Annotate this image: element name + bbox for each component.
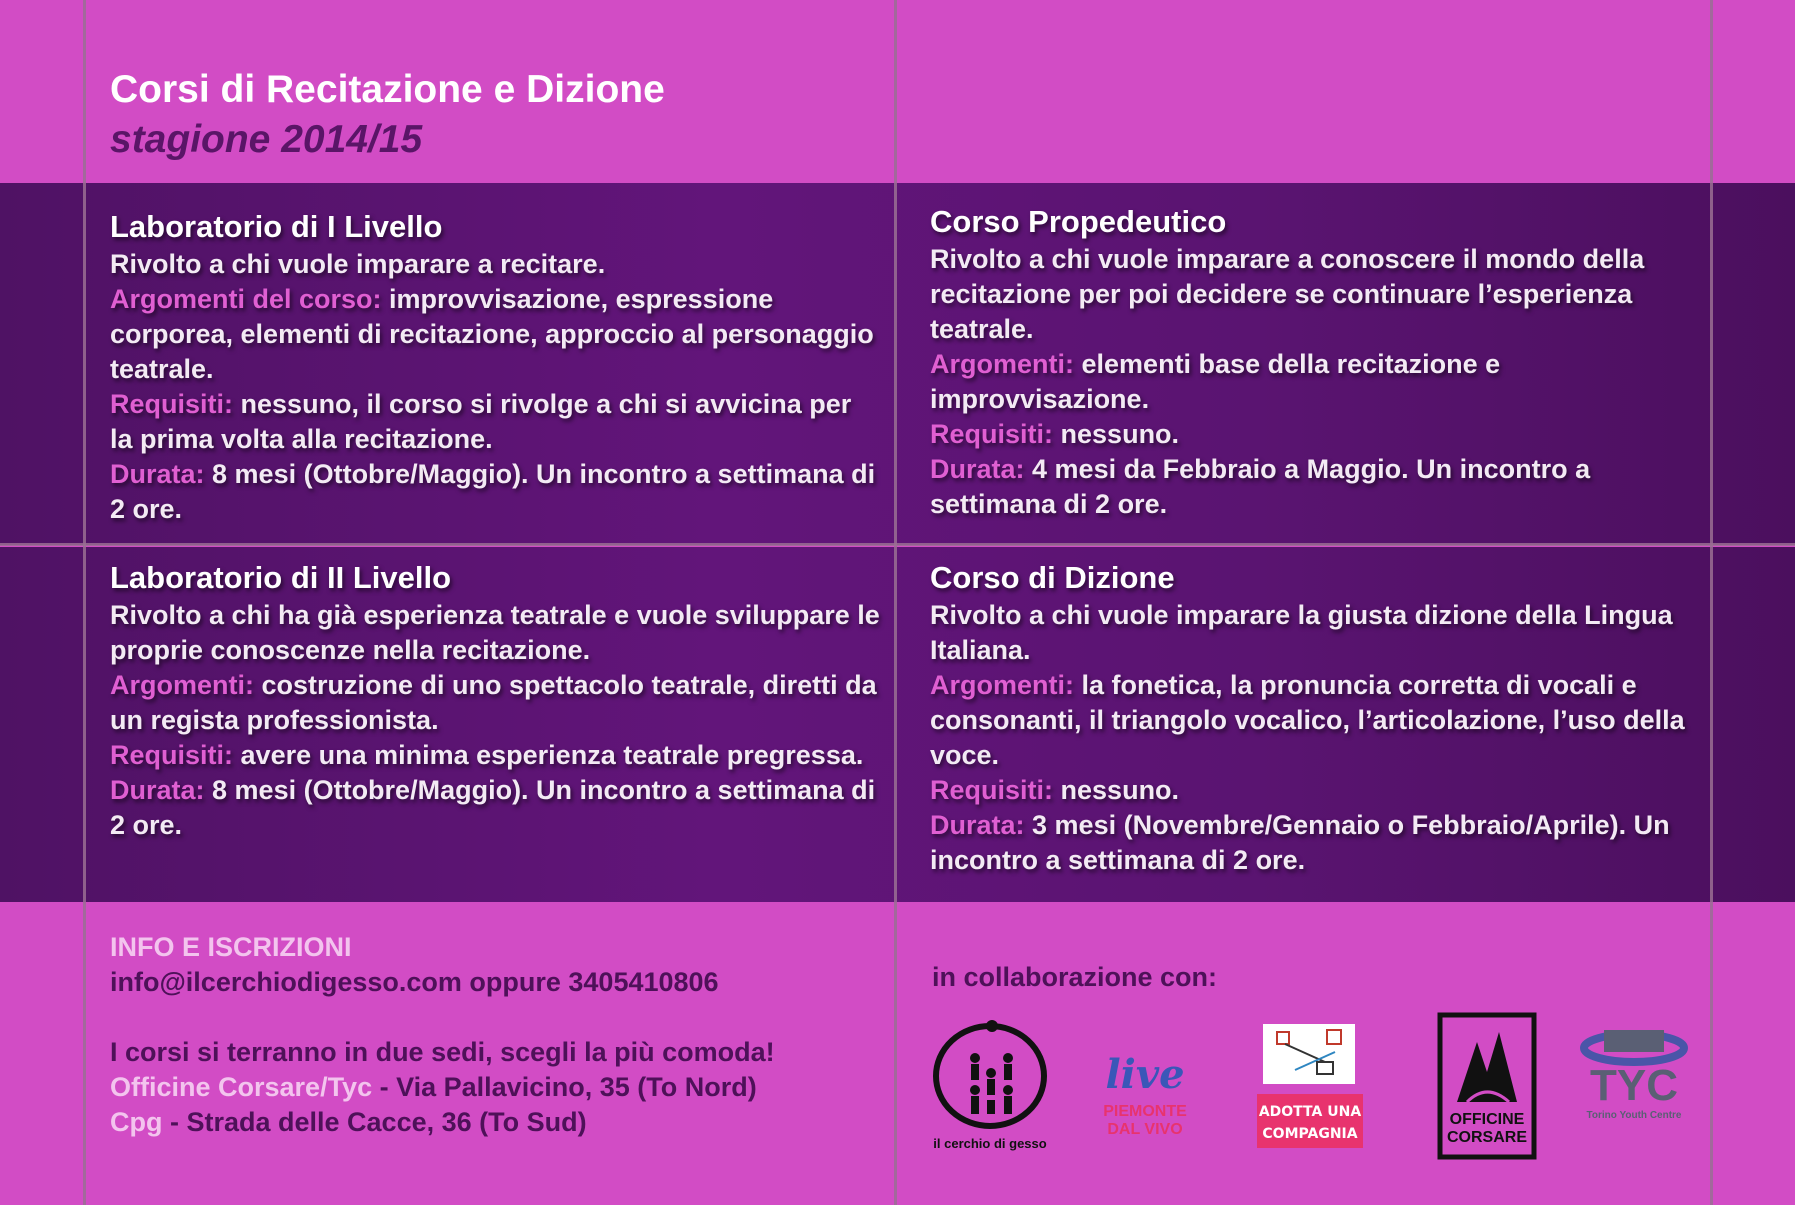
piemonte-dal-vivo-logo — [1100, 1042, 1190, 1142]
cerchio-di-gesso-logo — [928, 1018, 1054, 1153]
contact-text[interactable]: info@ilcerchiodigesso.com oppure 3405410806 — [110, 967, 719, 997]
course-propedeutico — [930, 204, 1700, 522]
adotta-una-compagnia-logo — [1255, 1022, 1365, 1150]
venue-2: Cpg - Strada delle Cacce, 36 (To Sud) — [110, 1107, 587, 1137]
tyc-sub-text: Torino Youth Centre — [1586, 1110, 1682, 1121]
course-lab-level-2 — [110, 560, 880, 843]
grid-line — [0, 543, 1795, 546]
page-title: Corsi di Recitazione e Dizione — [110, 68, 665, 111]
course-description: Rivolto a chi vuole imparare a recitare. Argomenti del corso: improvvisazione, espressione corporea, elementi di recitazione, approccio al personaggio teatrale. Requisiti: nessuno, il corso si rivolge a chi si avvicina per la prima volta alla recitazione. Durata: 8 mesi (Ottobre/Maggio). Un incontro a settimana di 2 ore. — [110, 249, 876, 524]
course-title: Laboratorio di I Livello — [110, 209, 443, 244]
venue-1: Officine Corsare/Tyc - Via Pallavicino, 35 (To Nord) — [110, 1072, 757, 1102]
tyc-logo — [1578, 1018, 1690, 1130]
course-title: Corso Propedeutico — [930, 204, 1227, 239]
tyc-text: TYC — [1590, 1061, 1678, 1110]
adotta-text: ADOTTA UNA — [1258, 1104, 1362, 1120]
compagnia-text: COMPAGNIA — [1262, 1126, 1358, 1142]
course-title: Laboratorio di II Livello — [110, 560, 452, 595]
page-subtitle: stagione 2014/15 — [110, 118, 423, 161]
dalvivo-text: DAL VIVO — [1107, 1121, 1183, 1138]
officine-corsare-logo — [1437, 1012, 1537, 1160]
collab-label: in collaborazione con: — [932, 962, 1218, 992]
officine-text: OFFICINE — [1449, 1111, 1525, 1128]
course-dizione — [930, 560, 1710, 878]
course-description: Rivolto a chi vuole imparare a conoscere il mondo della recitazione per poi decidere se continuare l’esperienza teatrale. Argomenti: elementi base della recitazione e improvvisazione. Requisiti: nessuno. Durata: 4 mesi da Febbraio a Maggio. Un incontro a settimana di 2 ore. — [930, 244, 1645, 519]
venues-intro: I corsi si terranno in due sedi, scegli la più comoda! — [110, 1037, 775, 1067]
grid-line — [894, 0, 897, 1205]
corsare-text: CORSARE — [1446, 1129, 1528, 1146]
course-lab-level-1 — [110, 209, 880, 527]
course-description: Rivolto a chi ha già esperienza teatrale e vuole sviluppare le proprie conoscenze nella recitazione. Argomenti: costruzione di uno spettacolo teatrale, diretti da un regista professionista. Requisiti: avere una minima esperienza teatrale pregressa. Durata: 8 mesi (Ottobre/Maggio). Un incontro a settimana di 2 ore. — [110, 600, 880, 840]
cerchio-logo-text: il cerchio di gesso — [933, 1136, 1047, 1151]
live-text: live — [1105, 1051, 1185, 1098]
grid-line — [83, 0, 86, 1205]
info-heading: INFO E ISCRIZIONI — [110, 932, 352, 962]
info-section — [110, 930, 775, 1140]
grid-line — [1710, 0, 1713, 1205]
course-description: Rivolto a chi vuole imparare la giusta dizione della Lingua Italiana. Argomenti: la fonetica, la pronuncia corretta di vocali e consonanti, il triangolo vocalico, l’articolazione, l’uso della voce. Requisiti: nessuno. Durata: 3 mesi (Novembre/Gennaio o Febbraio/Aprile). Un incontro a settimana di 2 ore. — [930, 600, 1685, 875]
course-title: Corso di Dizione — [930, 560, 1175, 595]
piemonte-text: PIEMONTE — [1103, 1103, 1187, 1120]
